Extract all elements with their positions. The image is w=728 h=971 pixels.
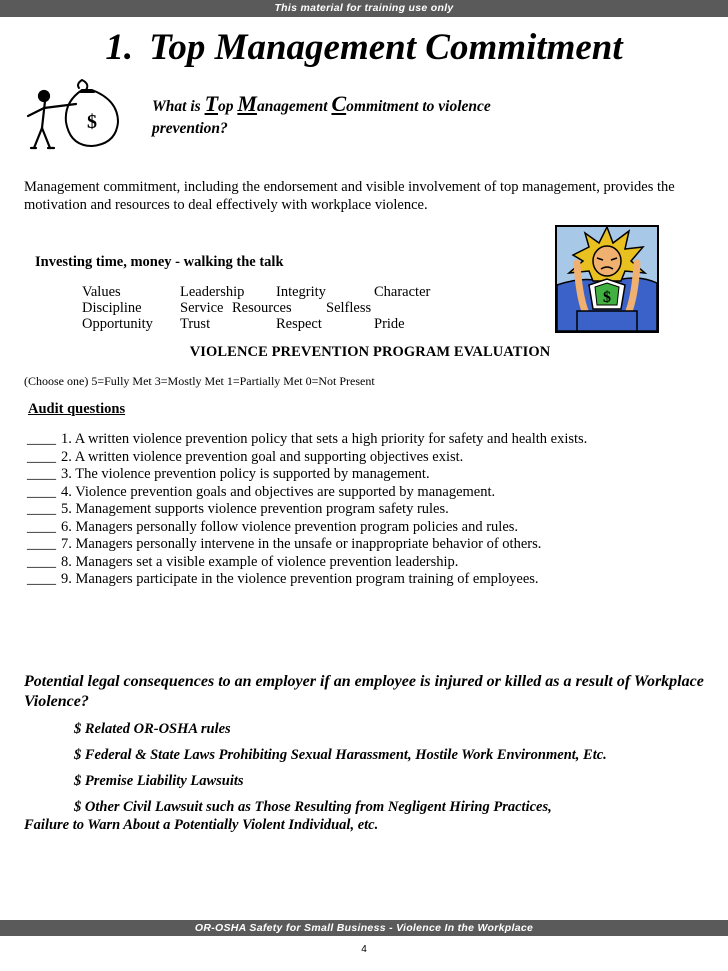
legal-item: $ Other Civil Lawsuit such as Those Resulting from Negligent Hiring Practices, Failure to Warn About a Potentially Violent Individual, etc. bbox=[24, 799, 552, 833]
section-number: 1. bbox=[105, 27, 134, 68]
audit-item: ____ 7. Managers personally intervene in the unsafe or inappropriate behavior of others. bbox=[27, 536, 542, 552]
legal-heading: Potential legal consequences to an employer if an employee is injured or killed as a result of Workplace Violence? bbox=[24, 673, 704, 710]
audit-item: ____ 1. A written violence prevention policy that sets a high priority for safety and health exists. bbox=[27, 431, 588, 447]
stick-figure-money-bag-icon bbox=[24, 66, 136, 156]
audit-item: ____ 9. Managers participate in the violence prevention program training of employees. bbox=[27, 571, 539, 587]
score-blank[interactable]: ____ bbox=[27, 553, 56, 570]
investing-heading: Investing time, money - walking the talk bbox=[35, 254, 284, 270]
value-word: Trust bbox=[180, 316, 211, 332]
audit-item: ____ 3. The violence prevention policy is supported by management. bbox=[27, 466, 430, 482]
audit-item: ____ 8. Managers set a visible example of violence prevention leadership. bbox=[27, 553, 459, 570]
audit-item: ____ 6. Managers personally follow violence prevention program policies and rules. bbox=[27, 518, 519, 535]
score-blank[interactable]: ____ bbox=[27, 501, 56, 517]
evaluation-title: VIOLENCE PREVENTION PROGRAM EVALUATION bbox=[189, 344, 551, 360]
intro-paragraph: Management commitment, including the endorsement and visible involvement of top management, provides the motivation and resources to deal effectively with workplace violence. bbox=[24, 179, 675, 213]
value-word: Respect bbox=[276, 316, 322, 332]
money-symbol: $ bbox=[603, 289, 611, 306]
audit-item: ____ 4. Violence prevention goals and objectives are supported by management. bbox=[27, 483, 496, 500]
legal-item: $ Premise Liability Lawsuits bbox=[74, 773, 244, 789]
legal-list bbox=[24, 720, 714, 842]
score-blank[interactable]: ____ bbox=[27, 466, 56, 482]
value-word: Opportunity bbox=[82, 316, 153, 332]
value-word: Resources bbox=[232, 300, 292, 316]
value-word: Integrity bbox=[276, 284, 326, 300]
key-question: What is Top Management Commitment to violence prevention? bbox=[152, 91, 491, 137]
score-blank[interactable]: ____ bbox=[27, 431, 56, 447]
rating-scale: (Choose one) 5=Fully Met 3=Mostly Met 1=Partially Met 0=Not Present bbox=[24, 374, 375, 388]
score-blank[interactable]: ____ bbox=[27, 518, 56, 535]
score-blank[interactable]: ____ bbox=[27, 571, 56, 587]
money-symbol: $ bbox=[87, 111, 97, 133]
value-word: Pride bbox=[374, 316, 405, 332]
header-banner: This material for training use only bbox=[0, 0, 728, 17]
value-word: Selfless bbox=[326, 300, 372, 316]
section-title: Top Management Commitment bbox=[149, 27, 623, 68]
score-blank[interactable]: ____ bbox=[27, 483, 56, 500]
legal-item: $ Federal & State Laws Prohibiting Sexual Harassment, Hostile Work Environment, Etc. bbox=[74, 747, 607, 763]
score-blank[interactable]: ____ bbox=[27, 536, 56, 552]
value-word: Discipline bbox=[82, 300, 142, 316]
page-title bbox=[0, 26, 728, 70]
score-blank[interactable]: ____ bbox=[27, 448, 56, 465]
value-word: Character bbox=[374, 284, 431, 300]
audit-item: ____ 2. A written violence prevention goal and supporting objectives exist. bbox=[27, 448, 464, 465]
values-grid bbox=[82, 284, 522, 332]
audit-item: ____ 5. Management supports violence prevention program safety rules. bbox=[27, 501, 449, 517]
value-word: Values bbox=[82, 284, 121, 300]
value-word: Service bbox=[180, 300, 224, 316]
legal-item: $ Related OR-OSHA rules bbox=[74, 721, 231, 737]
footer-banner: OR-OSHA Safety for Small Business - Violence In the Workplace bbox=[0, 920, 728, 936]
stressed-businessman-icon bbox=[555, 225, 659, 333]
audit-list bbox=[27, 431, 707, 589]
page-number: 4 bbox=[361, 944, 367, 955]
audit-heading: Audit questions bbox=[28, 401, 126, 417]
value-word: Leadership bbox=[180, 284, 245, 300]
